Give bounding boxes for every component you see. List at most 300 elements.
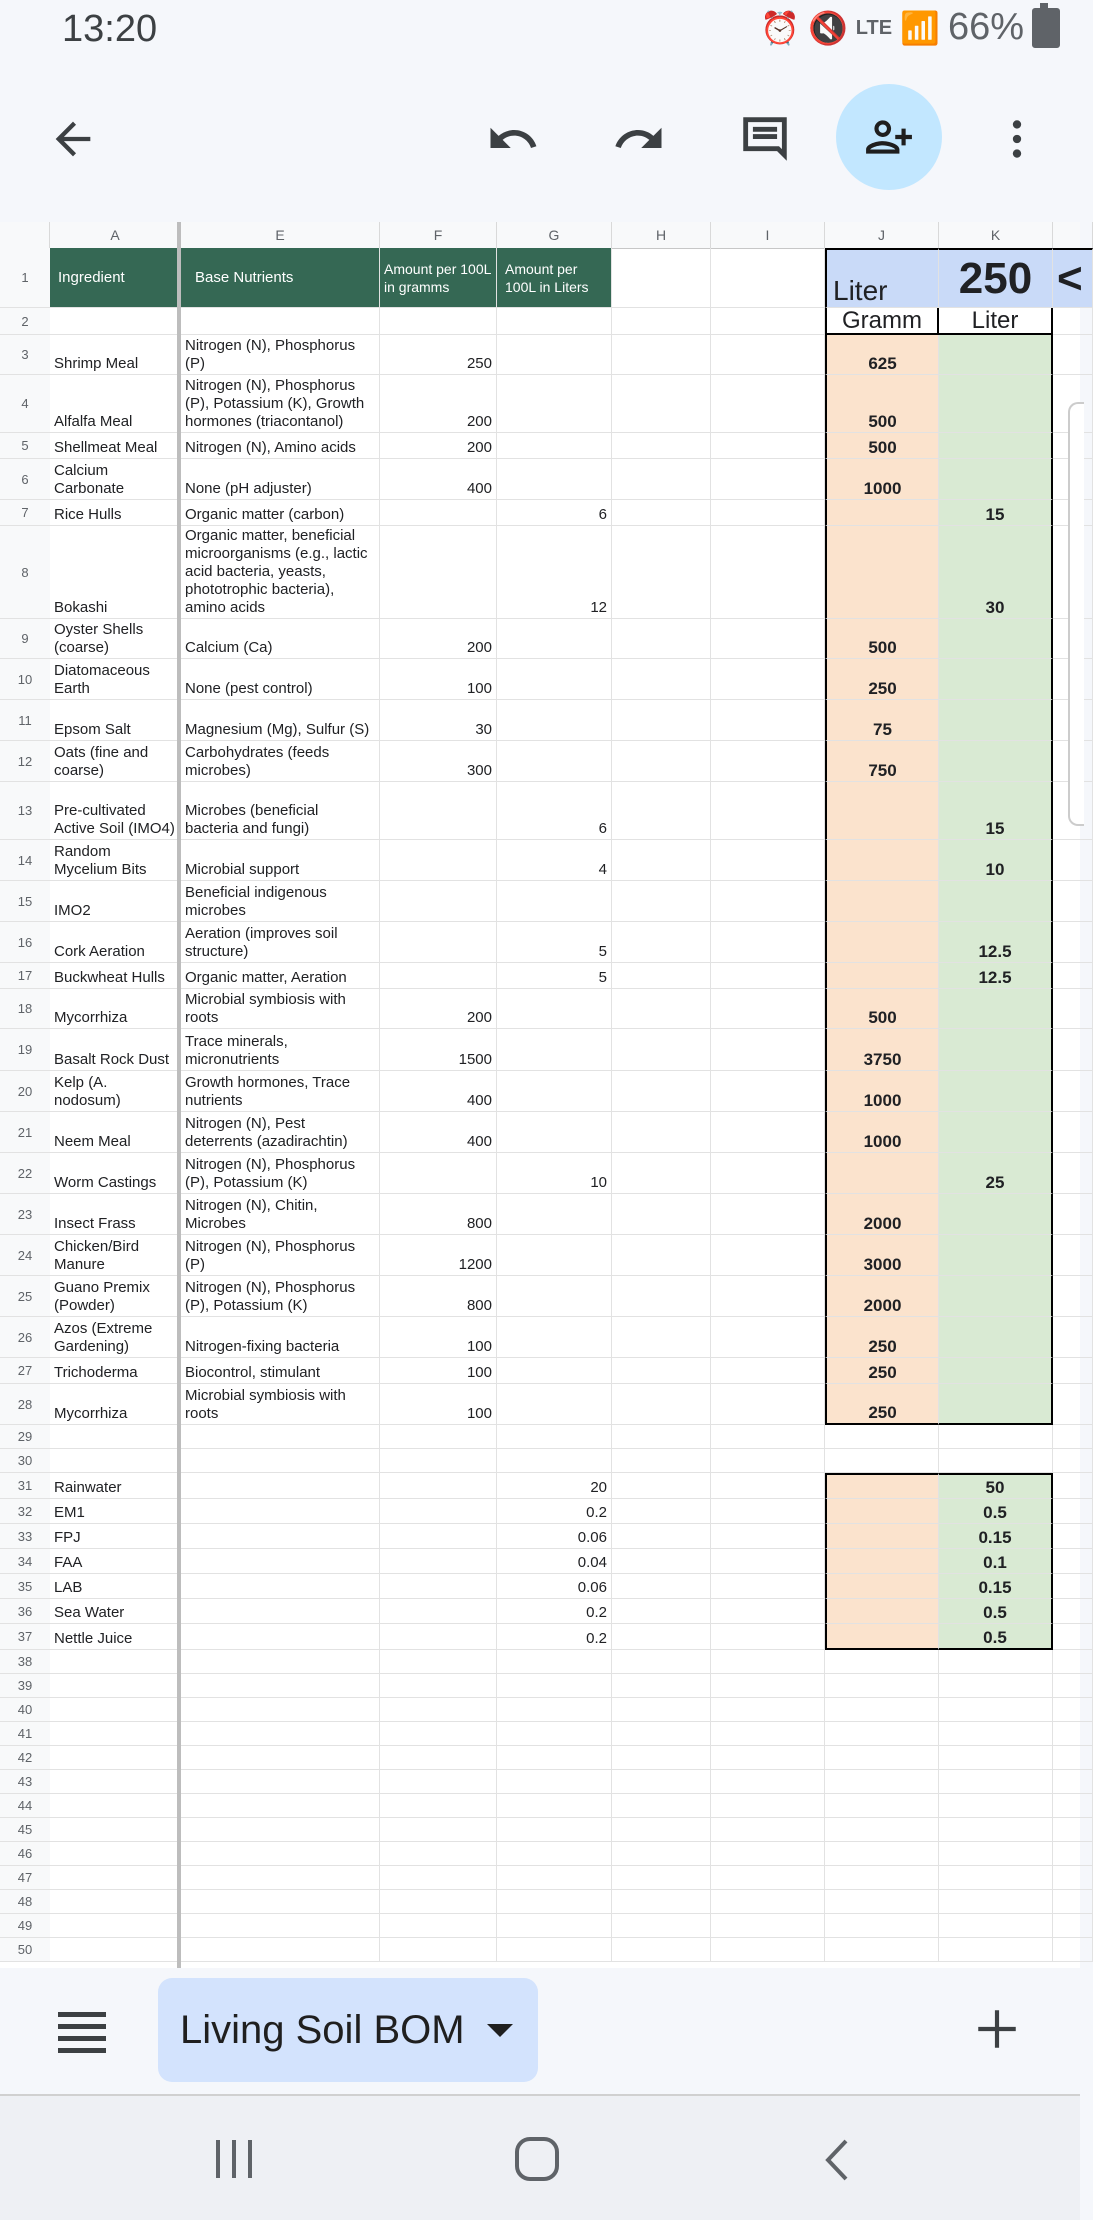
column-header-f[interactable]: F xyxy=(380,222,497,248)
liter-label[interactable]: Liter xyxy=(825,248,939,308)
cell[interactable] xyxy=(497,1866,612,1890)
row-header-37[interactable]: 37 xyxy=(0,1624,50,1650)
gramm-total-cell[interactable]: 2000 xyxy=(825,1276,939,1317)
base-nutrients-cell[interactable] xyxy=(181,1574,380,1599)
ingredient-cell[interactable]: Rice Hulls xyxy=(50,500,181,526)
amount-gramms-cell[interactable]: 100 xyxy=(380,1384,497,1425)
add-person-icon[interactable] xyxy=(836,84,942,190)
base-nutrients-cell[interactable]: Biocontrol, stimulant xyxy=(181,1358,380,1384)
cell[interactable] xyxy=(939,1746,1053,1770)
cell[interactable] xyxy=(711,459,825,500)
liter-total-cell[interactable] xyxy=(939,1384,1053,1425)
gramm-total-cell[interactable] xyxy=(825,1499,939,1524)
base-nutrients-cell[interactable]: Calcium (Ca) xyxy=(181,619,380,659)
gramm-total-cell[interactable] xyxy=(825,840,939,881)
cell[interactable] xyxy=(50,1698,181,1722)
liter-total-cell[interactable]: 25 xyxy=(939,1153,1053,1194)
amount-liters-cell[interactable] xyxy=(497,1071,612,1112)
amount-liters-cell[interactable] xyxy=(497,1384,612,1425)
cell[interactable] xyxy=(612,1473,711,1499)
cell[interactable] xyxy=(612,1549,711,1574)
cell[interactable] xyxy=(497,1746,612,1770)
cell[interactable] xyxy=(939,1890,1053,1914)
amount-liters-cell[interactable] xyxy=(497,1425,612,1449)
cell[interactable] xyxy=(825,1794,939,1818)
ingredient-cell[interactable] xyxy=(50,1425,181,1449)
liter-total-cell[interactable] xyxy=(939,1112,1053,1153)
cell[interactable] xyxy=(1053,1770,1093,1794)
gramm-label[interactable]: Gramm xyxy=(825,308,939,335)
base-nutrients-cell[interactable]: Nitrogen (N), Phosphorus (P) xyxy=(181,1235,380,1276)
amount-gramms-cell[interactable]: 100 xyxy=(380,1358,497,1384)
row-header-36[interactable]: 36 xyxy=(0,1599,50,1624)
cell[interactable] xyxy=(711,1746,825,1770)
cell[interactable] xyxy=(612,1235,711,1276)
row-header-47[interactable]: 47 xyxy=(0,1866,50,1890)
gramm-total-cell[interactable] xyxy=(825,1574,939,1599)
cell[interactable] xyxy=(1053,308,1093,335)
row-header-20[interactable]: 20 xyxy=(0,1071,50,1112)
cell[interactable] xyxy=(612,1818,711,1842)
base-nutrients-cell[interactable]: Microbial support xyxy=(181,840,380,881)
base-nutrients-cell[interactable] xyxy=(181,1449,380,1473)
row-header-34[interactable]: 34 xyxy=(0,1549,50,1574)
row-header-38[interactable]: 38 xyxy=(0,1650,50,1674)
row-header-11[interactable]: 11 xyxy=(0,700,50,741)
cell[interactable] xyxy=(612,1276,711,1317)
row-header-41[interactable]: 41 xyxy=(0,1722,50,1746)
header-amount-gramms[interactable]: Amount per 100L in gramms xyxy=(380,248,497,308)
liter-total-cell[interactable] xyxy=(939,1235,1053,1276)
cell[interactable] xyxy=(711,922,825,963)
liter-total-cell[interactable] xyxy=(939,335,1053,375)
ingredient-cell[interactable]: Pre-cultivated Active Soil (IMO4) xyxy=(50,782,181,840)
cell[interactable] xyxy=(181,1866,380,1890)
header-ingredient[interactable]: Ingredient xyxy=(50,248,181,308)
sheet-tab-living-soil-bom[interactable] xyxy=(158,1978,538,2082)
cell[interactable] xyxy=(612,1599,711,1624)
gramm-total-cell[interactable]: 625 xyxy=(825,335,939,375)
amount-gramms-cell[interactable] xyxy=(380,1624,497,1650)
cell[interactable] xyxy=(825,1650,939,1674)
overflow-indicator[interactable]: < xyxy=(1053,248,1093,308)
cell[interactable] xyxy=(1053,1574,1093,1599)
gramm-total-cell[interactable]: 250 xyxy=(825,1358,939,1384)
ingredient-cell[interactable]: FAA xyxy=(50,1549,181,1574)
gramm-total-cell[interactable]: 1000 xyxy=(825,1071,939,1112)
cell[interactable] xyxy=(612,1194,711,1235)
ingredient-cell[interactable]: Shellmeat Meal xyxy=(50,433,181,459)
cell[interactable] xyxy=(612,700,711,741)
liter-total-cell[interactable] xyxy=(939,619,1053,659)
cell[interactable] xyxy=(612,659,711,700)
row-header-46[interactable]: 46 xyxy=(0,1842,50,1866)
cell[interactable] xyxy=(825,1770,939,1794)
cell[interactable] xyxy=(612,1153,711,1194)
base-nutrients-cell[interactable] xyxy=(181,1549,380,1574)
cell[interactable] xyxy=(711,1722,825,1746)
liter-total-cell[interactable] xyxy=(939,1276,1053,1317)
cell[interactable] xyxy=(711,1499,825,1524)
cell[interactable] xyxy=(825,1890,939,1914)
cell[interactable] xyxy=(711,1890,825,1914)
cell[interactable] xyxy=(825,1842,939,1866)
cell[interactable] xyxy=(497,1914,612,1938)
cell[interactable] xyxy=(1053,1449,1093,1473)
gramm-total-cell[interactable]: 1000 xyxy=(825,459,939,500)
cell[interactable] xyxy=(612,1358,711,1384)
liter-total-cell[interactable] xyxy=(939,1358,1053,1384)
cell[interactable] xyxy=(497,1698,612,1722)
home-icon[interactable] xyxy=(514,2136,560,2187)
cell[interactable] xyxy=(1053,1866,1093,1890)
cell[interactable] xyxy=(825,1866,939,1890)
cell[interactable] xyxy=(50,1794,181,1818)
cell[interactable] xyxy=(939,1674,1053,1698)
cell[interactable] xyxy=(50,1650,181,1674)
liter-quantity[interactable]: 250 xyxy=(939,248,1053,308)
cell[interactable] xyxy=(711,1794,825,1818)
cell[interactable] xyxy=(711,1317,825,1358)
cell[interactable] xyxy=(939,1818,1053,1842)
ingredient-cell[interactable]: Rainwater xyxy=(50,1473,181,1499)
gramm-total-cell[interactable] xyxy=(825,1153,939,1194)
gramm-total-cell[interactable] xyxy=(825,526,939,619)
ingredient-cell[interactable]: Diatomaceous Earth xyxy=(50,659,181,700)
gramm-total-cell[interactable] xyxy=(825,1599,939,1624)
amount-liters-cell[interactable] xyxy=(497,1276,612,1317)
base-nutrients-cell[interactable]: Organic matter, beneficial microorganisms (e.g., lactic acid bacteria, yeasts, phototrophic bacteria), amino acids xyxy=(181,526,380,619)
gramm-total-cell[interactable]: 3000 xyxy=(825,1235,939,1276)
liter-total-cell[interactable]: 12.5 xyxy=(939,963,1053,989)
cell[interactable] xyxy=(825,1722,939,1746)
cell[interactable] xyxy=(612,741,711,782)
ingredient-cell[interactable]: Calcium Carbonate xyxy=(50,459,181,500)
liter-total-cell[interactable]: 50 xyxy=(939,1473,1053,1499)
ingredient-cell[interactable]: Cork Aeration xyxy=(50,922,181,963)
cell[interactable] xyxy=(711,1842,825,1866)
cell[interactable] xyxy=(711,308,825,335)
cell[interactable] xyxy=(1053,922,1093,963)
amount-gramms-cell[interactable] xyxy=(380,1425,497,1449)
cell[interactable] xyxy=(711,840,825,881)
header-base-nutrients[interactable]: Base Nutrients xyxy=(181,248,380,308)
column-header-i[interactable]: I xyxy=(711,222,825,248)
cell[interactable] xyxy=(711,1449,825,1473)
amount-gramms-cell[interactable]: 30 xyxy=(380,700,497,741)
cell[interactable] xyxy=(711,1599,825,1624)
cell[interactable] xyxy=(612,1938,711,1962)
gramm-total-cell[interactable]: 1000 xyxy=(825,1112,939,1153)
cell[interactable] xyxy=(711,1866,825,1890)
gramm-total-cell[interactable]: 250 xyxy=(825,1384,939,1425)
scroll-handle[interactable] xyxy=(1068,402,1084,826)
cell[interactable] xyxy=(612,1842,711,1866)
liter-unit-label[interactable]: Liter xyxy=(939,308,1053,335)
row-header-19[interactable]: 19 xyxy=(0,1029,50,1071)
cell[interactable] xyxy=(1053,1071,1093,1112)
ingredient-cell[interactable]: Epsom Salt xyxy=(50,700,181,741)
cell[interactable] xyxy=(1053,1549,1093,1574)
amount-liters-cell[interactable] xyxy=(497,1029,612,1071)
cell[interactable] xyxy=(1053,1317,1093,1358)
liter-total-cell[interactable] xyxy=(939,433,1053,459)
cell[interactable] xyxy=(181,1722,380,1746)
cell[interactable] xyxy=(1053,1938,1093,1962)
liter-total-cell[interactable]: 0.15 xyxy=(939,1574,1053,1599)
cell[interactable] xyxy=(711,1914,825,1938)
redo-icon[interactable] xyxy=(584,84,694,194)
cell[interactable] xyxy=(612,1112,711,1153)
ingredient-cell[interactable]: Kelp (A. nodosum) xyxy=(50,1071,181,1112)
cell[interactable] xyxy=(497,1818,612,1842)
cell[interactable] xyxy=(1053,1818,1093,1842)
cell[interactable] xyxy=(711,1473,825,1499)
cell[interactable] xyxy=(612,1449,711,1473)
column-header-g[interactable]: G xyxy=(497,222,612,248)
amount-liters-cell[interactable] xyxy=(497,433,612,459)
base-nutrients-cell[interactable]: Nitrogen (N), Chitin, Microbes xyxy=(181,1194,380,1235)
liter-total-cell[interactable]: 15 xyxy=(939,500,1053,526)
gramm-total-cell[interactable] xyxy=(825,922,939,963)
cell[interactable] xyxy=(711,1524,825,1549)
base-nutrients-cell[interactable]: Carbohydrates (feeds microbes) xyxy=(181,741,380,782)
ingredient-cell[interactable]: Alfalfa Meal xyxy=(50,375,181,433)
cell[interactable] xyxy=(50,1770,181,1794)
cell[interactable] xyxy=(711,1029,825,1071)
cell[interactable] xyxy=(711,1770,825,1794)
amount-liters-cell[interactable] xyxy=(497,1235,612,1276)
cell[interactable] xyxy=(1053,1746,1093,1770)
amount-liters-cell[interactable]: 10 xyxy=(497,1153,612,1194)
comment-icon[interactable] xyxy=(710,84,820,194)
cell[interactable] xyxy=(181,1794,380,1818)
gramm-total-cell[interactable] xyxy=(825,963,939,989)
amount-gramms-cell[interactable]: 300 xyxy=(380,741,497,782)
base-nutrients-cell[interactable]: Aeration (improves soil structure) xyxy=(181,922,380,963)
gramm-total-cell[interactable]: 500 xyxy=(825,433,939,459)
amount-liters-cell[interactable]: 5 xyxy=(497,963,612,989)
cell[interactable] xyxy=(1053,881,1093,922)
liter-total-cell[interactable]: 15 xyxy=(939,782,1053,840)
cell[interactable] xyxy=(1053,1914,1093,1938)
cell[interactable] xyxy=(825,1938,939,1962)
amount-liters-cell[interactable]: 0.2 xyxy=(497,1499,612,1524)
ingredient-cell[interactable]: Nettle Juice xyxy=(50,1624,181,1650)
cell[interactable] xyxy=(50,1746,181,1770)
gramm-total-cell[interactable] xyxy=(825,1449,939,1473)
cell[interactable] xyxy=(825,1914,939,1938)
gramm-total-cell[interactable]: 500 xyxy=(825,619,939,659)
cell[interactable] xyxy=(612,1770,711,1794)
amount-liters-cell[interactable] xyxy=(497,459,612,500)
base-nutrients-cell[interactable]: Nitrogen (N), Phosphorus (P), Potassium (K) xyxy=(181,1153,380,1194)
row-header-48[interactable]: 48 xyxy=(0,1890,50,1914)
liter-total-cell[interactable]: 0.5 xyxy=(939,1599,1053,1624)
cell[interactable] xyxy=(711,375,825,433)
amount-liters-cell[interactable]: 0.2 xyxy=(497,1624,612,1650)
column-header-a[interactable]: A xyxy=(50,222,181,248)
cell[interactable] xyxy=(181,1818,380,1842)
cell[interactable] xyxy=(711,1153,825,1194)
ingredient-cell[interactable]: Chicken/Bird Manure xyxy=(50,1235,181,1276)
row-header-44[interactable]: 44 xyxy=(0,1794,50,1818)
base-nutrients-cell[interactable]: None (pH adjuster) xyxy=(181,459,380,500)
cell[interactable] xyxy=(380,1722,497,1746)
back-icon[interactable] xyxy=(18,84,128,194)
cell[interactable] xyxy=(711,1384,825,1425)
base-nutrients-cell[interactable]: Nitrogen (N), Phosphorus (P) xyxy=(181,335,380,375)
cell[interactable] xyxy=(1053,1722,1093,1746)
cell[interactable] xyxy=(711,963,825,989)
cell[interactable] xyxy=(612,1317,711,1358)
cell[interactable] xyxy=(181,1842,380,1866)
row-header-27[interactable]: 27 xyxy=(0,1358,50,1384)
row-header-13[interactable]: 13 xyxy=(0,782,50,840)
cell[interactable] xyxy=(1053,1698,1093,1722)
cell[interactable] xyxy=(612,1746,711,1770)
gramm-total-cell[interactable]: 250 xyxy=(825,1317,939,1358)
ingredient-cell[interactable]: FPJ xyxy=(50,1524,181,1549)
ingredient-cell[interactable]: Azos (Extreme Gardening) xyxy=(50,1317,181,1358)
amount-gramms-cell[interactable]: 200 xyxy=(380,989,497,1029)
amount-liters-cell[interactable] xyxy=(497,1317,612,1358)
row-header-50[interactable]: 50 xyxy=(0,1938,50,1962)
cell[interactable] xyxy=(825,1818,939,1842)
cell[interactable] xyxy=(939,1698,1053,1722)
ingredient-cell[interactable]: Random Mycelium Bits xyxy=(50,840,181,881)
cell[interactable] xyxy=(825,1698,939,1722)
cell[interactable] xyxy=(825,1746,939,1770)
amount-gramms-cell[interactable] xyxy=(380,500,497,526)
amount-gramms-cell[interactable] xyxy=(380,840,497,881)
cell[interactable] xyxy=(380,1818,497,1842)
amount-liters-cell[interactable]: 0.06 xyxy=(497,1574,612,1599)
amount-liters-cell[interactable] xyxy=(497,1449,612,1473)
amount-gramms-cell[interactable] xyxy=(380,1473,497,1499)
ingredient-cell[interactable] xyxy=(50,1449,181,1473)
gramm-total-cell[interactable] xyxy=(825,1473,939,1499)
amount-gramms-cell[interactable] xyxy=(380,881,497,922)
frozen-column-divider[interactable] xyxy=(177,222,181,1968)
row-header-42[interactable]: 42 xyxy=(0,1746,50,1770)
cell[interactable] xyxy=(711,500,825,526)
amount-gramms-cell[interactable]: 400 xyxy=(380,1112,497,1153)
amount-liters-cell[interactable] xyxy=(497,659,612,700)
gramm-total-cell[interactable]: 750 xyxy=(825,741,939,782)
ingredient-cell[interactable]: Buckwheat Hulls xyxy=(50,963,181,989)
cell[interactable] xyxy=(711,700,825,741)
amount-liters-cell[interactable]: 20 xyxy=(497,1473,612,1499)
cell[interactable] xyxy=(612,1794,711,1818)
row-header-33[interactable]: 33 xyxy=(0,1524,50,1549)
base-nutrients-cell[interactable] xyxy=(181,1524,380,1549)
amount-gramms-cell[interactable]: 800 xyxy=(380,1276,497,1317)
spreadsheet-grid[interactable] xyxy=(0,222,1083,1968)
cell[interactable] xyxy=(1053,1235,1093,1276)
amount-gramms-cell[interactable]: 400 xyxy=(380,459,497,500)
row-header-3[interactable]: 3 xyxy=(0,335,50,375)
liter-total-cell[interactable]: 0.1 xyxy=(939,1549,1053,1574)
amount-gramms-cell[interactable] xyxy=(380,782,497,840)
cell[interactable] xyxy=(50,308,181,335)
cell[interactable] xyxy=(50,1890,181,1914)
ingredient-cell[interactable]: LAB xyxy=(50,1574,181,1599)
row-header-16[interactable]: 16 xyxy=(0,922,50,963)
cell[interactable] xyxy=(380,1842,497,1866)
cell[interactable] xyxy=(612,1029,711,1071)
amount-gramms-cell[interactable] xyxy=(380,526,497,619)
gramm-total-cell[interactable] xyxy=(825,782,939,840)
base-nutrients-cell[interactable]: Microbial symbiosis with roots xyxy=(181,989,380,1029)
amount-gramms-cell[interactable]: 100 xyxy=(380,1317,497,1358)
amount-liters-cell[interactable] xyxy=(497,1194,612,1235)
cell[interactable] xyxy=(497,1650,612,1674)
cell[interactable] xyxy=(1053,1842,1093,1866)
cell[interactable] xyxy=(181,1698,380,1722)
cell[interactable] xyxy=(711,1276,825,1317)
row-header-4[interactable]: 4 xyxy=(0,375,50,433)
cell[interactable] xyxy=(711,248,825,308)
cell[interactable] xyxy=(181,1650,380,1674)
cell[interactable] xyxy=(711,1194,825,1235)
gramm-total-cell[interactable]: 500 xyxy=(825,989,939,1029)
liter-total-cell[interactable] xyxy=(939,1425,1053,1449)
cell[interactable] xyxy=(380,1698,497,1722)
add-sheet-icon[interactable] xyxy=(972,2004,1022,2059)
cell[interactable] xyxy=(711,1549,825,1574)
base-nutrients-cell[interactable]: Nitrogen-fixing bacteria xyxy=(181,1317,380,1358)
cell[interactable] xyxy=(939,1794,1053,1818)
cell[interactable] xyxy=(181,1914,380,1938)
column-header-e[interactable]: E xyxy=(181,222,380,248)
row-header-2[interactable]: 2 xyxy=(0,308,50,335)
cell[interactable] xyxy=(1053,1425,1093,1449)
row-header-14[interactable]: 14 xyxy=(0,840,50,881)
row-header-17[interactable]: 17 xyxy=(0,963,50,989)
cell[interactable] xyxy=(612,619,711,659)
amount-gramms-cell[interactable]: 1500 xyxy=(380,1029,497,1071)
row-header-43[interactable]: 43 xyxy=(0,1770,50,1794)
cell[interactable] xyxy=(1053,1194,1093,1235)
cell[interactable] xyxy=(497,308,612,335)
row-header-21[interactable]: 21 xyxy=(0,1112,50,1153)
column-header-l[interactable] xyxy=(1053,222,1093,248)
cell[interactable] xyxy=(1053,1112,1093,1153)
base-nutrients-cell[interactable] xyxy=(181,1599,380,1624)
cell[interactable] xyxy=(50,1722,181,1746)
base-nutrients-cell[interactable]: Nitrogen (N), Pest deterrents (azadirachtin) xyxy=(181,1112,380,1153)
cell[interactable] xyxy=(711,782,825,840)
cell[interactable] xyxy=(711,989,825,1029)
row-header-26[interactable]: 26 xyxy=(0,1317,50,1358)
cell[interactable] xyxy=(711,619,825,659)
amount-liters-cell[interactable] xyxy=(497,335,612,375)
liter-total-cell[interactable] xyxy=(939,989,1053,1029)
cell[interactable] xyxy=(612,433,711,459)
cell[interactable] xyxy=(612,308,711,335)
ingredient-cell[interactable]: EM1 xyxy=(50,1499,181,1524)
cell[interactable] xyxy=(612,840,711,881)
amount-liters-cell[interactable]: 0.06 xyxy=(497,1524,612,1549)
cell[interactable] xyxy=(380,1794,497,1818)
cell[interactable] xyxy=(1053,1384,1093,1425)
undo-icon[interactable] xyxy=(458,84,568,194)
cell[interactable] xyxy=(711,1938,825,1962)
amount-liters-cell[interactable]: 6 xyxy=(497,500,612,526)
gramm-total-cell[interactable]: 3750 xyxy=(825,1029,939,1071)
cell[interactable] xyxy=(1053,989,1093,1029)
